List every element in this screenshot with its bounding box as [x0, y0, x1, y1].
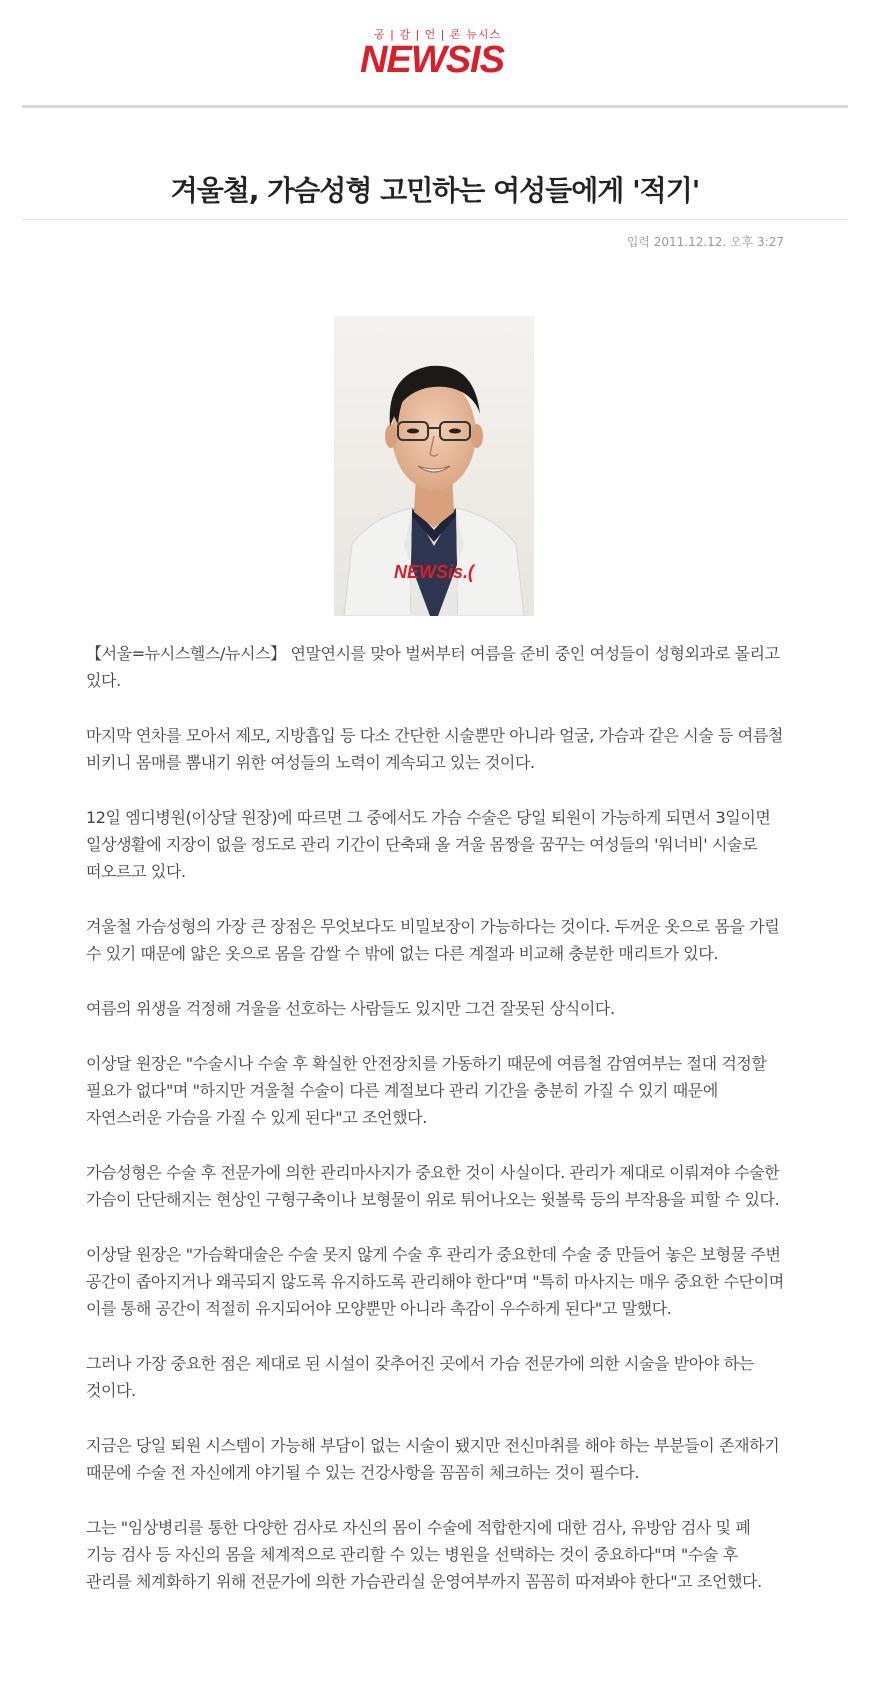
- logo-text: NEWSIS: [360, 39, 504, 78]
- article-paragraph: 이상달 원장은 "가슴확대술은 수술 못지 않게 수술 후 관리가 중요한데 수술 중 만들어 놓은 보형물 주변 공간이 좁아지거나 왜곡되지 않도록 유지하도록 관리해야 한다"며 "특히 마사지는 매우 중요한 수단이며 이를 통해 공간이 적절히 유지되어야 모양뿐만 아니라 촉감이 우수하게 된다"고 말했다.: [86, 1245, 784, 1318]
- site-header: [0, 0, 870, 108]
- article-paragraph: 그는 "임상병리를 통한 다양한 검사로 자신의 몸이 수술에 적합한지에 대한 검사, 유방암 검사 및 폐 기능 검사 등 자신의 몸을 체계적으로 관리할 수 있는 병원을 선택하는 것이 중요하다"며 "수술 후 관리를 체계화하기 위해 전문가에 의한 가슴관리실 운영여부까지 꼼꼼히 따져봐야 한다"고 조언했다.: [86, 1518, 762, 1591]
- article-paragraph: 가슴성형은 수술 후 전문가에 의한 관리마사지가 중요한 것이 사실이다. 관리가 제대로 이뤄져야 수술한 가슴이 단단해지는 현상인 구형구축이나 보형물이 위로 튀어나오는 윗볼룩 등의 부작용을 피할 수 있다.: [86, 1163, 780, 1209]
- article-paragraph: 겨울철 가슴성형의 가장 큰 장점은 무엇보다도 비밀보장이 가능하다는 것이다. 두꺼운 옷으로 몸을 가릴 수 있기 때문에 얇은 옷으로 몸을 감쌀 수 밖에 없는 다른 계절과 비교해 충분한 매리트가 있다.: [86, 917, 780, 963]
- photo-watermark: NEWSis.(: [394, 562, 475, 582]
- article-paragraph: 【서울=뉴시스헬스/뉴시스】 연말연시를 맞아 벌써부터 여름을 준비 중인 여성들이 성형외과로 몰리고 있다.: [86, 644, 780, 690]
- newsis-logo[interactable]: [332, 38, 532, 78]
- article-paragraph: 그러나 가장 중요한 점은 제대로 된 시설이 갖추어진 곳에서 가슴 전문가에 의한 시술을 받아야 하는 것이다.: [86, 1354, 754, 1400]
- article-paragraph: 12일 엠디병원(이상달 원장)에 따르면 그 중에서도 가슴 수술은 당일 퇴원이 가능하게 되면서 3일이면 일상생활에 지장이 없을 정도로 관리 기간이 단축돼 올 겨울 몸짱을 꿈꾸는 여성들의 '워너비' 시술로 떠오르고 있다.: [86, 808, 771, 881]
- article-paragraph: 이상달 원장은 "수술시나 수술 후 확실한 안전장치를 가동하기 때문에 여름철 감염여부는 절대 걱정할 필요가 없다"며 "하지만 겨울철 수술이 다른 계절보다 관리 기간을 충분히 가질 수 있기 때문에 자연스러운 가슴을 가질 수 있게 된다"고 조언했다.: [86, 1054, 767, 1127]
- article-paragraph: 마지막 연차를 모아서 제모, 지방흡입 등 다소 간단한 시술뿐만 아니라 얼굴, 가슴과 같은 시술 등 여름철 비키니 몸매를 뽐내기 위한 여성들의 노력이 계속되고 있는 것이다.: [86, 726, 783, 772]
- header-divider: [22, 105, 848, 108]
- article-title: 겨울철, 가슴성형 고민하는 여성들에게 '적기': [170, 173, 700, 207]
- article-body: [86, 640, 784, 1623]
- article-paragraph: 여름의 위생을 걱정해 겨울을 선호하는 사람들도 있지만 그건 잘못된 상식이다.: [86, 999, 615, 1018]
- article-dateline: 입력 2011.12.12. 오후 3:27: [626, 235, 784, 249]
- article-photo: [334, 316, 534, 616]
- site-tagline: 공 | 감 | 언 | 론 뉴시스: [374, 28, 501, 41]
- title-divider: [22, 219, 848, 220]
- article-paragraph: 지금은 당일 퇴원 시스템이 가능해 부담이 없는 시술이 됐지만 전신마취를 해야 하는 부분들이 존재하기 때문에 수술 전 자신에게 야기될 수 있는 건강사항을 꼼꼼히 체크하는 것이 필수다.: [86, 1436, 780, 1482]
- doctor-portrait-image: [334, 316, 534, 616]
